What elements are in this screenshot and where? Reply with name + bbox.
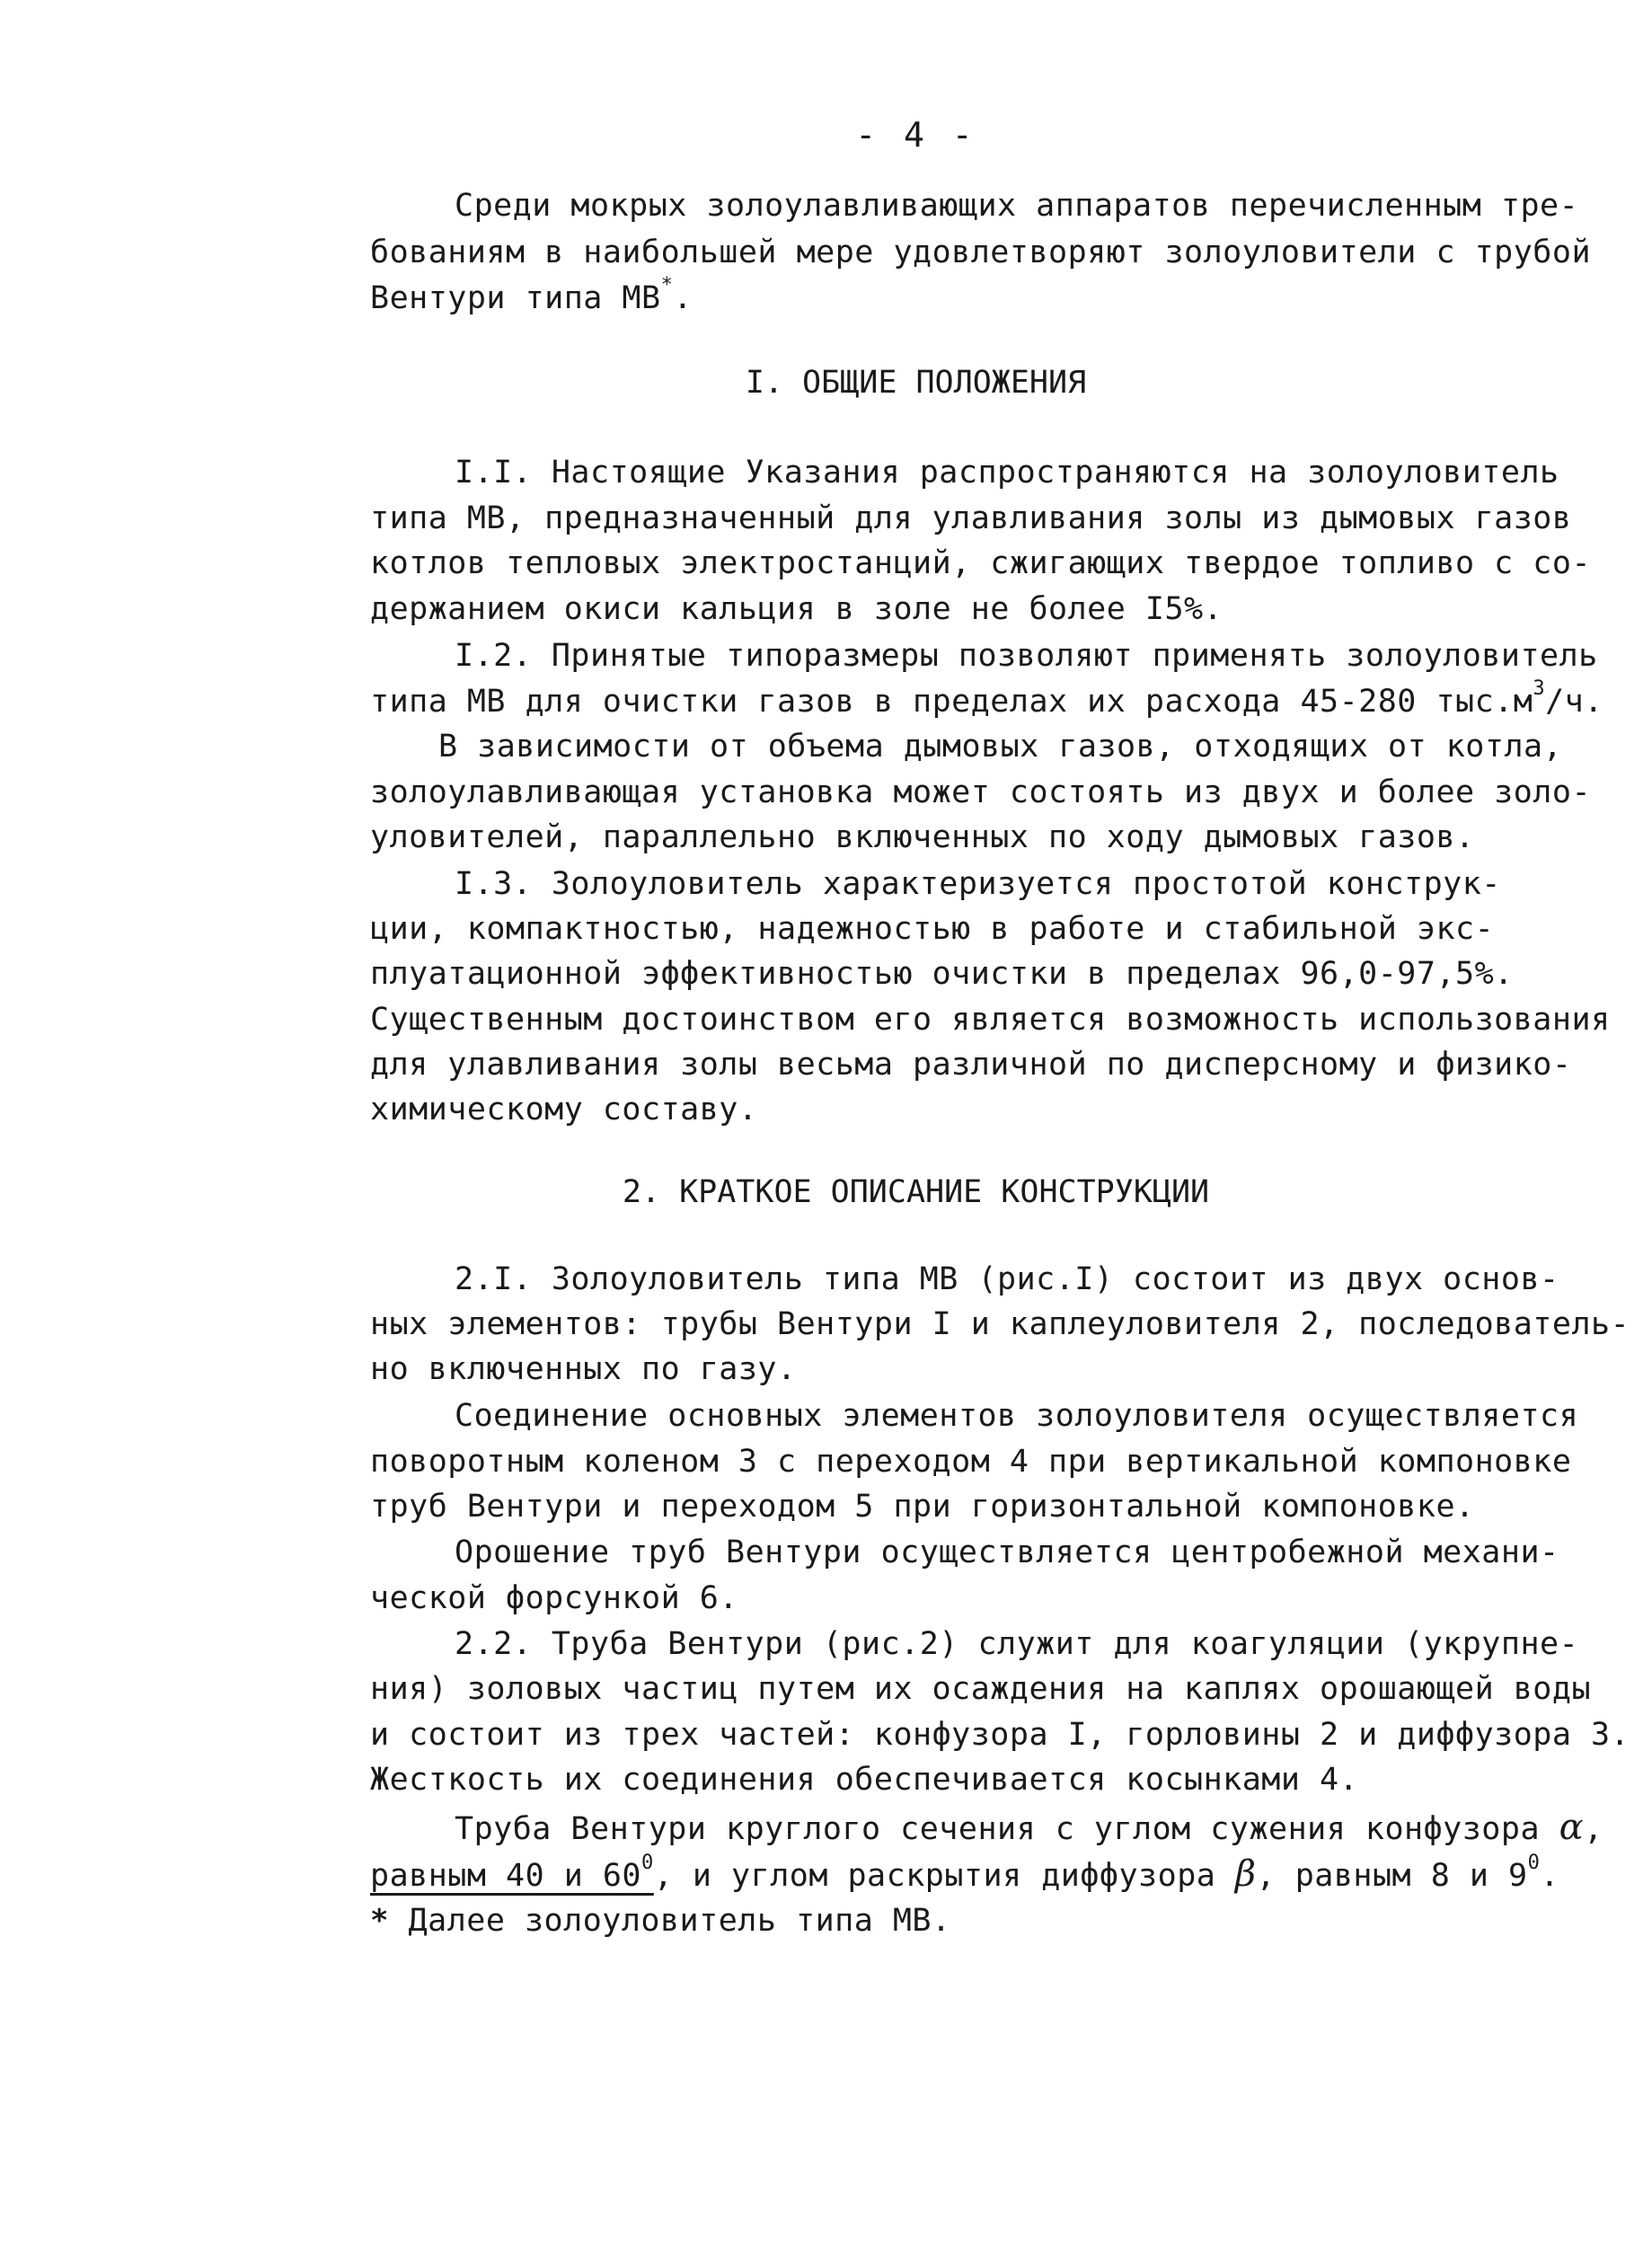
s2-p1-line-3: но включенных по газу. xyxy=(370,1351,797,1387)
s1-p4-line-1: I.3. Золоуловитель характеризуется простотой конструк- xyxy=(455,866,1501,902)
s2-p3-line-1: Орошение труб Вентури осуществляется центробежной механи- xyxy=(455,1534,1559,1570)
s2-p4-line-2: ния) золовых частиц путем их осаждения на каплях орошающей воды xyxy=(370,1671,1592,1707)
s2-p4-line-3: и состоит из трех частей: конфузора I, горловины 2 и диффузора 3. xyxy=(370,1717,1630,1753)
s1-p1-line-4: держанием окиси кальция в золе не более I5%. xyxy=(370,591,1224,627)
s2-p5-line-2-mid: , и углом раскрытия диффузора xyxy=(653,1858,1235,1894)
s1-p4-line-4: Существенным достоинством его является возможность использования xyxy=(370,1002,1611,1038)
s1-p4-line-3: плуатационной эффективностью очистки в пределах 96,0-97,5%. xyxy=(370,956,1514,992)
s2-p4-line-1: 2.2. Труба Вентури (рис.2) служит для коагуляции (укрупне- xyxy=(455,1626,1579,1662)
s2-p5-line-1-text: Труба Вентури круглого сечения с углом сужения конфузора xyxy=(455,1811,1559,1847)
s1-p2-line-2-text: типа МВ для очистки газов в пределах их расхода 45-280 тыс.м xyxy=(370,684,1533,720)
s1-p3-line-2: золоулавливающая установка может состоять из двух и более золо- xyxy=(370,774,1592,810)
s2-p5-line-2-end: . xyxy=(1540,1858,1559,1894)
intro-line-2: бованиям в наибольшей мере удовлетворяют золоуловители с трубой xyxy=(370,234,1592,270)
degree-superscript-2: 0 xyxy=(1527,1852,1541,1875)
beta-symbol: β xyxy=(1234,1853,1257,1895)
intro-line-1: Среди мокрых золоулавливающих аппаратов перечисленным тре- xyxy=(455,188,1579,224)
s1-p4-line-6: химическому составу. xyxy=(370,1092,758,1127)
s2-p4-line-4: Жесткость их соединения обеспечивается косынками 4. xyxy=(370,1762,1359,1798)
s2-p5-line-2-text: равным 40 и 60 xyxy=(370,1858,642,1894)
intro-line-3-text: Вентури типа МВ xyxy=(370,280,661,316)
s2-p5-line-2 xyxy=(370,1853,1559,1897)
s2-p1-line-2: ных элементов: трубы Вентури I и каплеуловителя 2, последователь- xyxy=(370,1306,1630,1342)
s2-p1-line-1: 2.I. Золоуловитель типа МВ (рис.I) состоит из двух основ- xyxy=(455,1261,1559,1297)
section-2-heading: 2. КРАТКОЕ ОПИСАНИЕ КОНСТРУКЦИИ xyxy=(622,1174,1210,1210)
footnote-mark: * xyxy=(370,1903,389,1939)
page-number: - 4 - xyxy=(855,115,976,155)
s2-p5-line-1 xyxy=(455,1806,1603,1851)
s1-p4-line-5: для улавливания золы весьма различной по дисперсному и физико- xyxy=(370,1047,1572,1083)
s2-p5-line-1-end: , xyxy=(1584,1811,1603,1847)
footnote xyxy=(370,1899,951,1942)
alpha-symbol: α xyxy=(1559,1807,1585,1848)
s1-p1-line-1: I.I. Настоящие Указания распространяются на золоуловитель xyxy=(455,455,1559,491)
s1-p3-line-3: уловителей, параллельно включенных по ходу дымовых газов. xyxy=(370,819,1475,855)
s2-p2-line-1: Соединение основных элементов золоуловителя осуществляется xyxy=(455,1398,1579,1434)
s2-p5-line-2-mid2: , равным 8 и 9 xyxy=(1256,1858,1528,1894)
underlined-angles xyxy=(370,1852,654,1894)
s1-p2-line-2-end: /ч. xyxy=(1545,684,1603,720)
intro-line-3 xyxy=(370,274,693,320)
footnote-text: Далее золоуловитель типа МВ. xyxy=(388,1903,951,1939)
s2-p2-line-3: труб Вентури и переходом 5 при горизонтальной компоновке. xyxy=(370,1489,1475,1525)
s2-p2-line-2: поворотным коленом 3 с переходом 4 при вертикальной компоновке xyxy=(370,1444,1572,1480)
s1-p1-line-2: типа МВ, предназначенный для улавливания золы из дымовых газов xyxy=(370,500,1572,536)
cubic-superscript: 3 xyxy=(1533,677,1546,701)
s1-p2-line-1: I.2. Принятые типоразмеры позволяют применять золоуловитель xyxy=(455,638,1598,674)
section-1-heading: I. ОБЩИЕ ПОЛОЖЕНИЯ xyxy=(745,365,1087,401)
s1-p1-line-3: котлов тепловых электростанций, сжигающих твердое топливо с со- xyxy=(370,545,1592,581)
s1-p3-line-1: В зависимости от объема дымовых газов, отходящих от котла, xyxy=(438,729,1563,765)
s2-p3-line-2: ческой форсункой 6. xyxy=(370,1580,738,1616)
degree-superscript-1: 0 xyxy=(641,1852,654,1875)
footnote-ref-mark: * xyxy=(660,274,674,297)
intro-line-3-end: . xyxy=(673,280,693,316)
s1-p2-line-2 xyxy=(370,677,1603,723)
s1-p4-line-2: ции, компактностью, надежностью в работе и стабильной экс- xyxy=(370,911,1495,947)
